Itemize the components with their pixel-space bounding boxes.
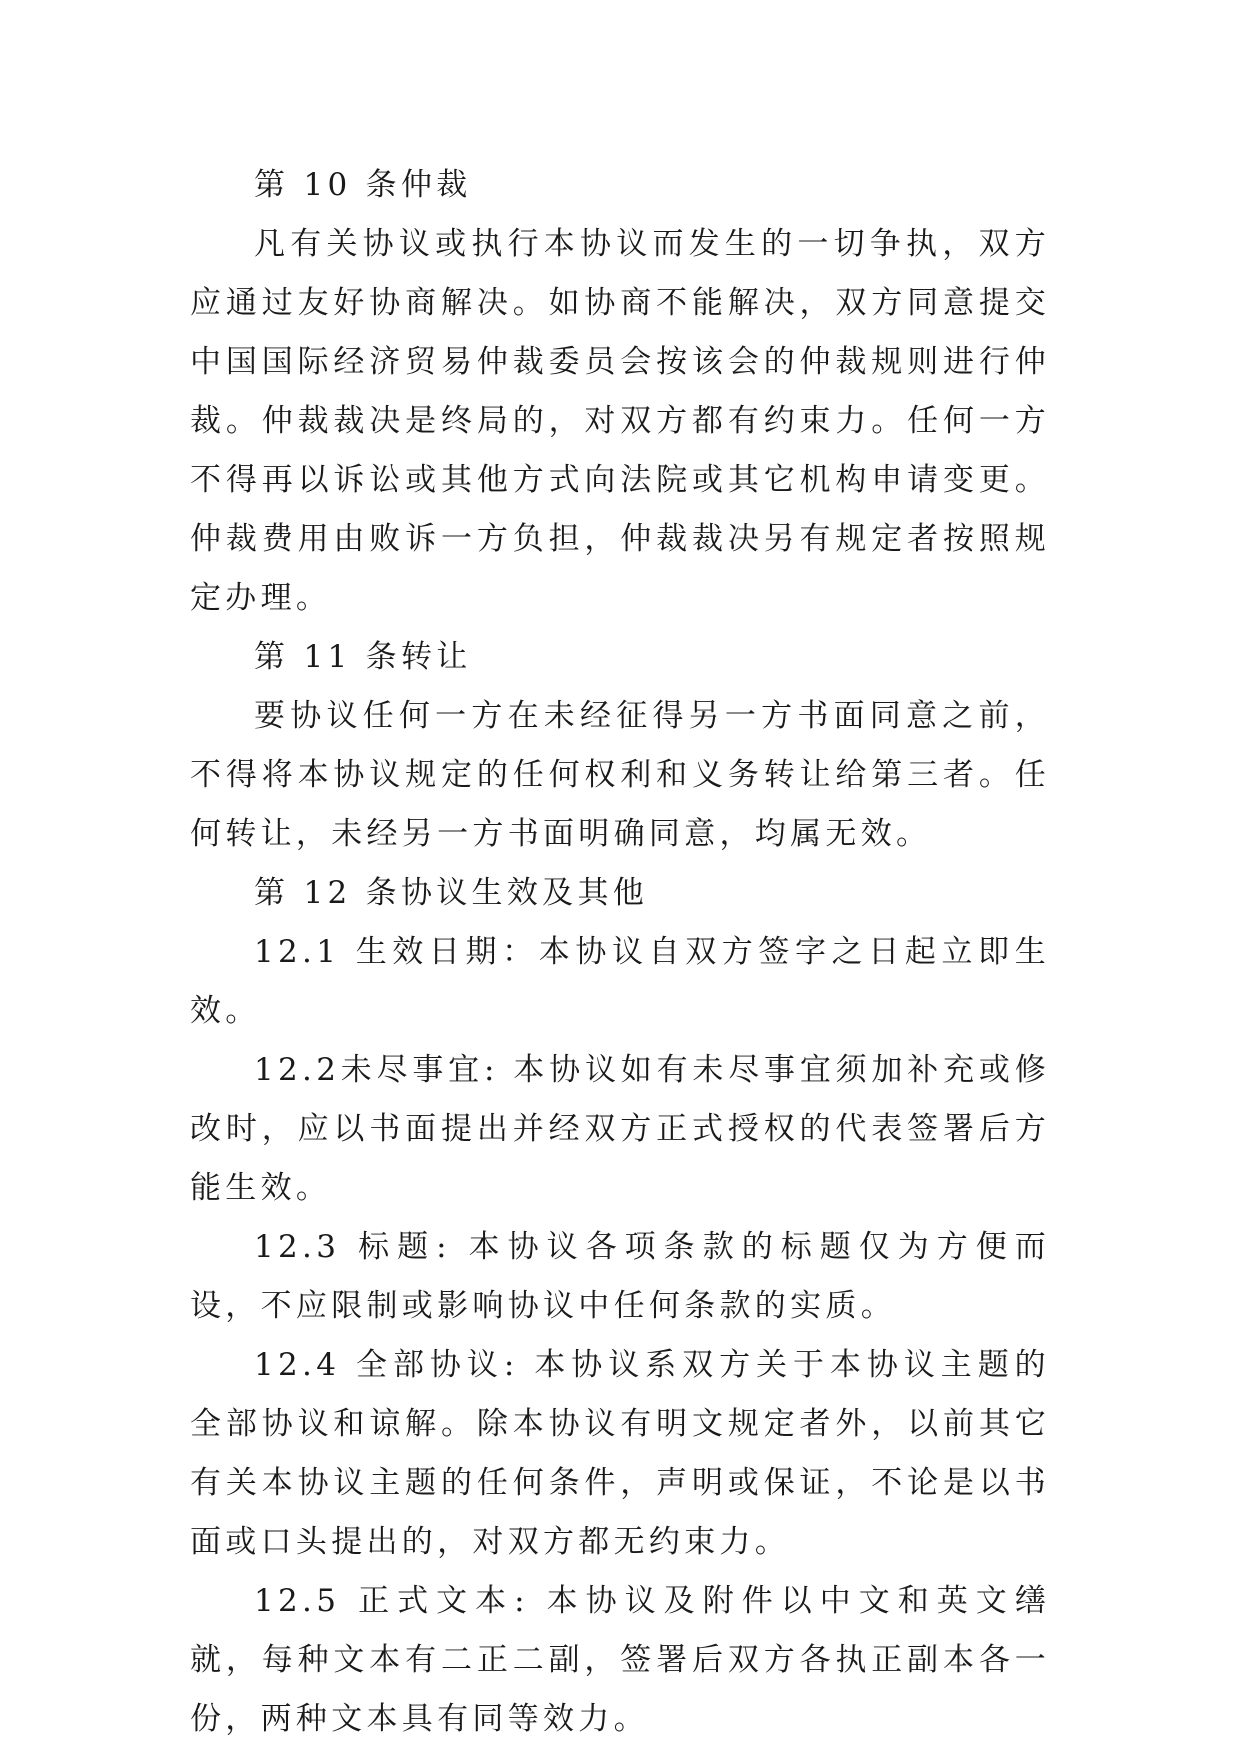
clause-12-4: 12.4 全部协议: 本协议系双方关于本协议主题的全部协议和谅解。除本协议有明文规定者外，以前其它有关本协议主题的任何条件，声明或保证，不论是以书面或口头提出的，对双方都无约束力。 — [190, 1347, 1050, 1560]
section-heading-12: 第 12 条协议生效及其他 — [254, 875, 649, 911]
clause-12-1: 12.1 生效日期：本协议自双方签字之日起立即生效。 — [190, 934, 1050, 1029]
clause-12-3: 12.3 标题: 本协议各项条款的标题仅为方便而设，不应限制或影响协议中任何条款的实质。 — [190, 1229, 1050, 1324]
section-heading-10: 第 10 条仲裁 — [254, 167, 472, 203]
clause-12-5: 12.5 正式文本: 本协议及附件以中文和英文缮就，每种文本有二正二副，签署后双方各执正副本各一份，两种文本具有同等效力。 — [190, 1583, 1050, 1737]
section-10-paragraph: 凡有关协议或执行本协议而发生的一切争执，双方应通过友好协商解决。如协商不能解决，双方同意提交中国国际经济贸易仲裁委员会按该会的仲裁规则进行仲裁。仲裁裁决是终局的，对双方都有约束力。任何一方不得再以诉讼或其他方式向法院或其它机构申请变更。仲裁费用由败诉一方负担，仲裁裁决另有规定者按照规定办理。 — [190, 226, 1050, 616]
section-11-paragraph: 要协议任何一方在未经征得另一方书面同意之前，不得将本协议规定的任何权利和义务转让给第三者。任何转让，未经另一方书面明确同意，均属无效。 — [190, 698, 1050, 852]
clause-12-2: 12.2未尽事宜: 本协议如有未尽事宜须加补充或修改时，应以书面提出并经双方正式授权的代表签署后方能生效。 — [190, 1052, 1050, 1206]
document-page — [190, 156, 1050, 1749]
section-heading-11: 第 11 条转让 — [254, 639, 472, 675]
